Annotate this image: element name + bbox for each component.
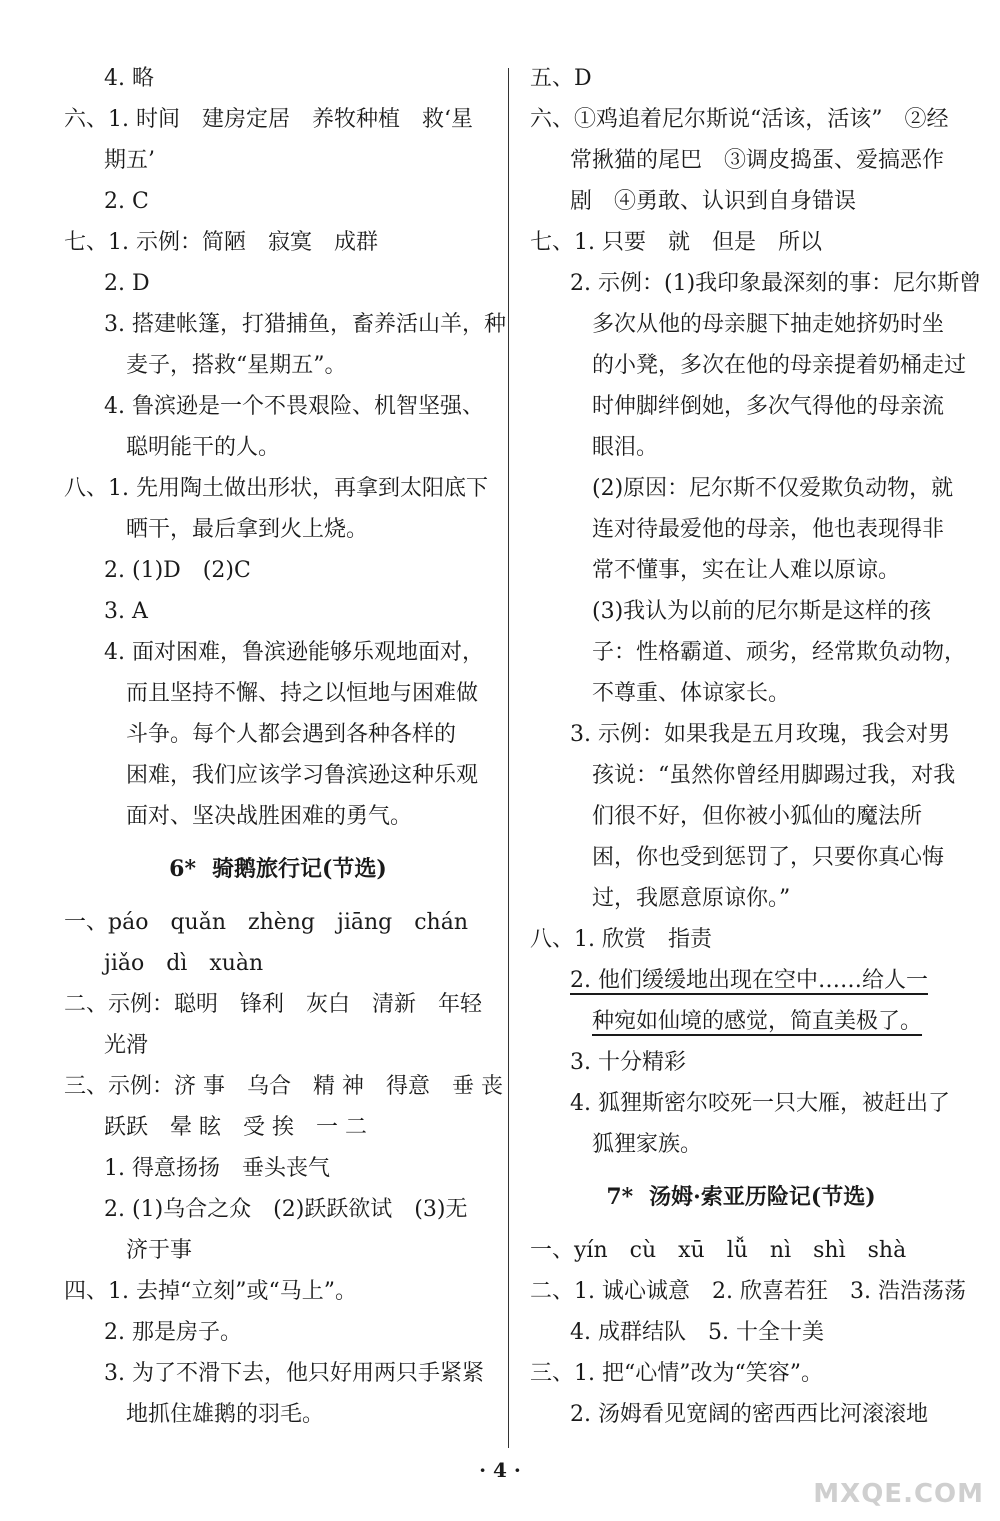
section-title-7 [526, 1177, 956, 1218]
answer-text: 狐狸家族。 [592, 1132, 703, 1157]
answer-line [526, 878, 956, 919]
answer-line [526, 427, 956, 468]
answer-text: 一、páo quǎn zhèng jiāng chán [64, 910, 469, 935]
section-heading: 骑鹅旅行记(节选) [211, 856, 387, 882]
answer-text: 时伸脚绊倒她，多次气得他的母亲流 [592, 394, 945, 419]
answer-text: 五、D [530, 66, 592, 91]
answer-text: 4. 略 [104, 66, 154, 91]
answer-text: 1. 得意扬扬 垂头丧气 [104, 1156, 330, 1181]
answer-line [60, 1189, 496, 1230]
answer-text: 2. 示例：(1)我印象最深刻的事：尼尔斯曾 [570, 271, 982, 296]
answer-line [60, 1107, 496, 1148]
answer-text: 剧 ④勇敢、认识到自身错误 [570, 189, 857, 214]
answer-text: 二、示例：聪明 锋利 灰白 清新 年轻 [64, 992, 483, 1017]
answer-text: 困难，我们应该学习鲁滨逊这种乐观 [126, 763, 479, 788]
answer-text: 不尊重、体谅家长。 [592, 681, 791, 706]
answer-text: 3. 示例：如果我是五月玫瑰，我会对男 [570, 722, 950, 747]
answer-text: 六、①鸡追着尼尔斯说“活该，活该” ②经 [530, 107, 949, 132]
answer-line [60, 1353, 496, 1394]
answer-line [526, 222, 956, 263]
answer-text: 4. 成群结队 5. 十全十美 [570, 1320, 824, 1345]
answer-text: 面对、坚决战胜困难的勇气。 [126, 804, 413, 829]
answer-line [60, 304, 506, 345]
answer-text: 斗争。每个人都会遇到各种各样的 [126, 722, 457, 747]
answer-text: 七、1. 示例：简陋 寂寞 成群 [64, 230, 378, 255]
answer-line [60, 427, 496, 468]
answer-text: 种宛如仙境的感觉，简直美极了。 [592, 1009, 923, 1034]
answer-line [60, 509, 496, 550]
answer-line [526, 632, 967, 673]
left-column [60, 58, 506, 1435]
answer-line [526, 345, 967, 386]
answer-text: jiǎo dì xuàn [104, 951, 264, 976]
answer-line [60, 632, 496, 673]
answer-line [60, 99, 496, 140]
answer-text: 4. 鲁滨逊是一个不畏艰险、机智坚强、 [104, 394, 484, 419]
answer-line [526, 1230, 956, 1271]
answer-text: 连对待最爱他的母亲，他也表现得非 [592, 517, 945, 542]
answer-text: 3. A [104, 599, 148, 624]
answer-line [60, 345, 496, 386]
watermark-logo: MXQE.COM [813, 1479, 984, 1509]
answer-text: 孩说：“虽然你曾经用脚踢过我，对我 [592, 763, 956, 788]
answer-text: 3. 为了不滑下去，他只好用两只手紧紧 [104, 1361, 484, 1386]
answer-text: 光滑 [104, 1033, 149, 1058]
answer-text: (2)原因：尼尔斯不仅爱欺负动物，就 [592, 476, 954, 501]
answer-text: 4. 狐狸斯密尔咬死一只大雁，被赶出了 [570, 1091, 950, 1116]
answer-line [60, 263, 496, 304]
answer-text: (3)我认为以前的尼尔斯是这样的孩 [592, 599, 932, 624]
answer-text: 3. 十分精彩 [570, 1050, 686, 1075]
answer-line [60, 984, 496, 1025]
answer-line [60, 714, 496, 755]
answer-text: 2. 那是房子。 [104, 1320, 242, 1345]
answer-line [60, 386, 496, 427]
answer-line [526, 1124, 956, 1165]
answer-line [526, 1312, 956, 1353]
answer-text: 困，你也受到惩罚了，只要你真心悔 [592, 845, 945, 870]
answer-text: 跃跃 晕 眩 受 挨 一 二 [104, 1115, 367, 1140]
answer-text: 2. (1)乌合之众 (2)跃跃欲试 (3)无 [104, 1197, 468, 1222]
answer-text: 晒干，最后拿到火上烧。 [126, 517, 369, 542]
answer-line [526, 960, 956, 1001]
right-column [526, 58, 982, 1435]
answer-line [526, 386, 956, 427]
answer-text: 三、示例：济 事 乌合 精 神 得意 垂 丧 [64, 1074, 503, 1099]
section-number: 6* [169, 856, 196, 882]
answer-text: 常不懂事，实在让人难以原谅。 [592, 558, 901, 583]
column-divider [508, 68, 509, 1448]
answer-text: 们很不好，但你被小狐仙的魔法所 [592, 804, 923, 829]
answer-line [60, 943, 496, 984]
right-answers-bottom [526, 1230, 966, 1435]
answer-text: 常揪猫的尾巴 ③调皮捣蛋、爱搞恶作 [570, 148, 945, 173]
answer-line [60, 181, 496, 222]
answer-line [60, 222, 496, 263]
section-number: 7* [606, 1184, 634, 1210]
answer-line [60, 1312, 496, 1353]
answer-text: 过，我愿意原谅你。” [592, 886, 791, 911]
answer-line [526, 509, 956, 550]
answer-line [526, 550, 956, 591]
answer-line [60, 673, 496, 714]
answer-text: 六、1. 时间 建房定居 养牧种植 救‘星 [64, 107, 473, 132]
answer-line [60, 1066, 503, 1107]
answer-line [526, 58, 956, 99]
answer-text: 4. 面对困难，鲁滨逊能够乐观地面对， [104, 640, 484, 665]
answer-line [526, 140, 956, 181]
answer-line [526, 1042, 956, 1083]
answer-line [526, 755, 956, 796]
answer-line [60, 1394, 496, 1435]
left-answers-top [60, 58, 506, 837]
answer-text: 2. (1)D (2)C [104, 558, 251, 583]
answer-text: 八、1. 欣赏 指责 [530, 927, 712, 952]
page-number: · 4 · [479, 1458, 521, 1482]
answer-line [526, 468, 956, 509]
answer-text: 子：性格霸道、顽劣，经常欺负动物， [592, 640, 967, 665]
answer-line [526, 1394, 956, 1435]
answer-text: 而且坚持不懈、持之以恒地与困难做 [126, 681, 479, 706]
answer-text: 四、1. 去掉“立刻”或“马上”。 [64, 1279, 357, 1304]
answer-line [526, 263, 982, 304]
answer-text: 麦子，搭救“星期五”。 [126, 353, 347, 378]
answer-line [60, 1025, 496, 1066]
answer-line [60, 140, 496, 181]
answer-line [526, 1271, 966, 1312]
answer-line [526, 1001, 956, 1042]
right-answers-top [526, 58, 982, 1165]
answer-line [60, 58, 496, 99]
answer-text: 期五’ [104, 148, 155, 173]
answer-text: 一、yín cù xū lǚ nì shì shà [530, 1238, 907, 1263]
answer-text: 多次从他的母亲腿下抽走她挤奶时坐 [592, 312, 945, 337]
answer-text: 地抓住雄鹅的羽毛。 [126, 1402, 325, 1427]
answer-line [526, 673, 956, 714]
answer-text: 2. C [104, 189, 149, 214]
answer-text: 七、1. 只要 就 但是 所以 [530, 230, 822, 255]
answer-text: 八、1. 先用陶土做出形状，再拿到太阳底下 [64, 476, 488, 501]
answer-line [60, 1148, 496, 1189]
answer-line [526, 304, 956, 345]
answer-text: 的小凳，多次在他的母亲提着奶桶走过 [592, 353, 967, 378]
answer-line [60, 902, 496, 943]
answer-line [526, 837, 956, 878]
answer-text: 济于事 [126, 1238, 193, 1263]
answer-text: 3. 搭建帐篷，打猎捕鱼，畜养活山羊，种 [104, 312, 506, 337]
answer-line [60, 1271, 496, 1312]
answer-text: 2. 汤姆看见宽阔的密西西比河滚滚地 [570, 1402, 928, 1427]
answer-text: 2. D [104, 271, 150, 296]
section-title-6 [60, 849, 496, 890]
left-answers-bottom [60, 902, 503, 1435]
answer-text: 聪明能干的人。 [126, 435, 281, 460]
answer-line [60, 755, 496, 796]
answer-line [526, 181, 956, 222]
answer-line [526, 1353, 956, 1394]
answer-line [60, 1230, 496, 1271]
answer-line [60, 591, 496, 632]
answer-text: 眼泪。 [592, 435, 659, 460]
answer-line [60, 796, 496, 837]
answer-text: 三、1. 把“心情”改为“笑容”。 [530, 1361, 823, 1386]
answer-line [526, 1083, 956, 1124]
answer-line [60, 468, 496, 509]
answer-line [526, 99, 956, 140]
answer-line [526, 591, 956, 632]
answer-line [526, 714, 956, 755]
answer-line [60, 550, 496, 591]
answer-line [526, 796, 956, 837]
answer-text: 二、1. 诚心诚意 2. 欣喜若狂 3. 浩浩荡荡 [530, 1279, 966, 1304]
section-heading: 汤姆·索亚历险记(节选) [649, 1184, 876, 1210]
answer-line [526, 919, 956, 960]
answer-text: 2. 他们缓缓地出现在空中……给人一 [570, 968, 928, 993]
